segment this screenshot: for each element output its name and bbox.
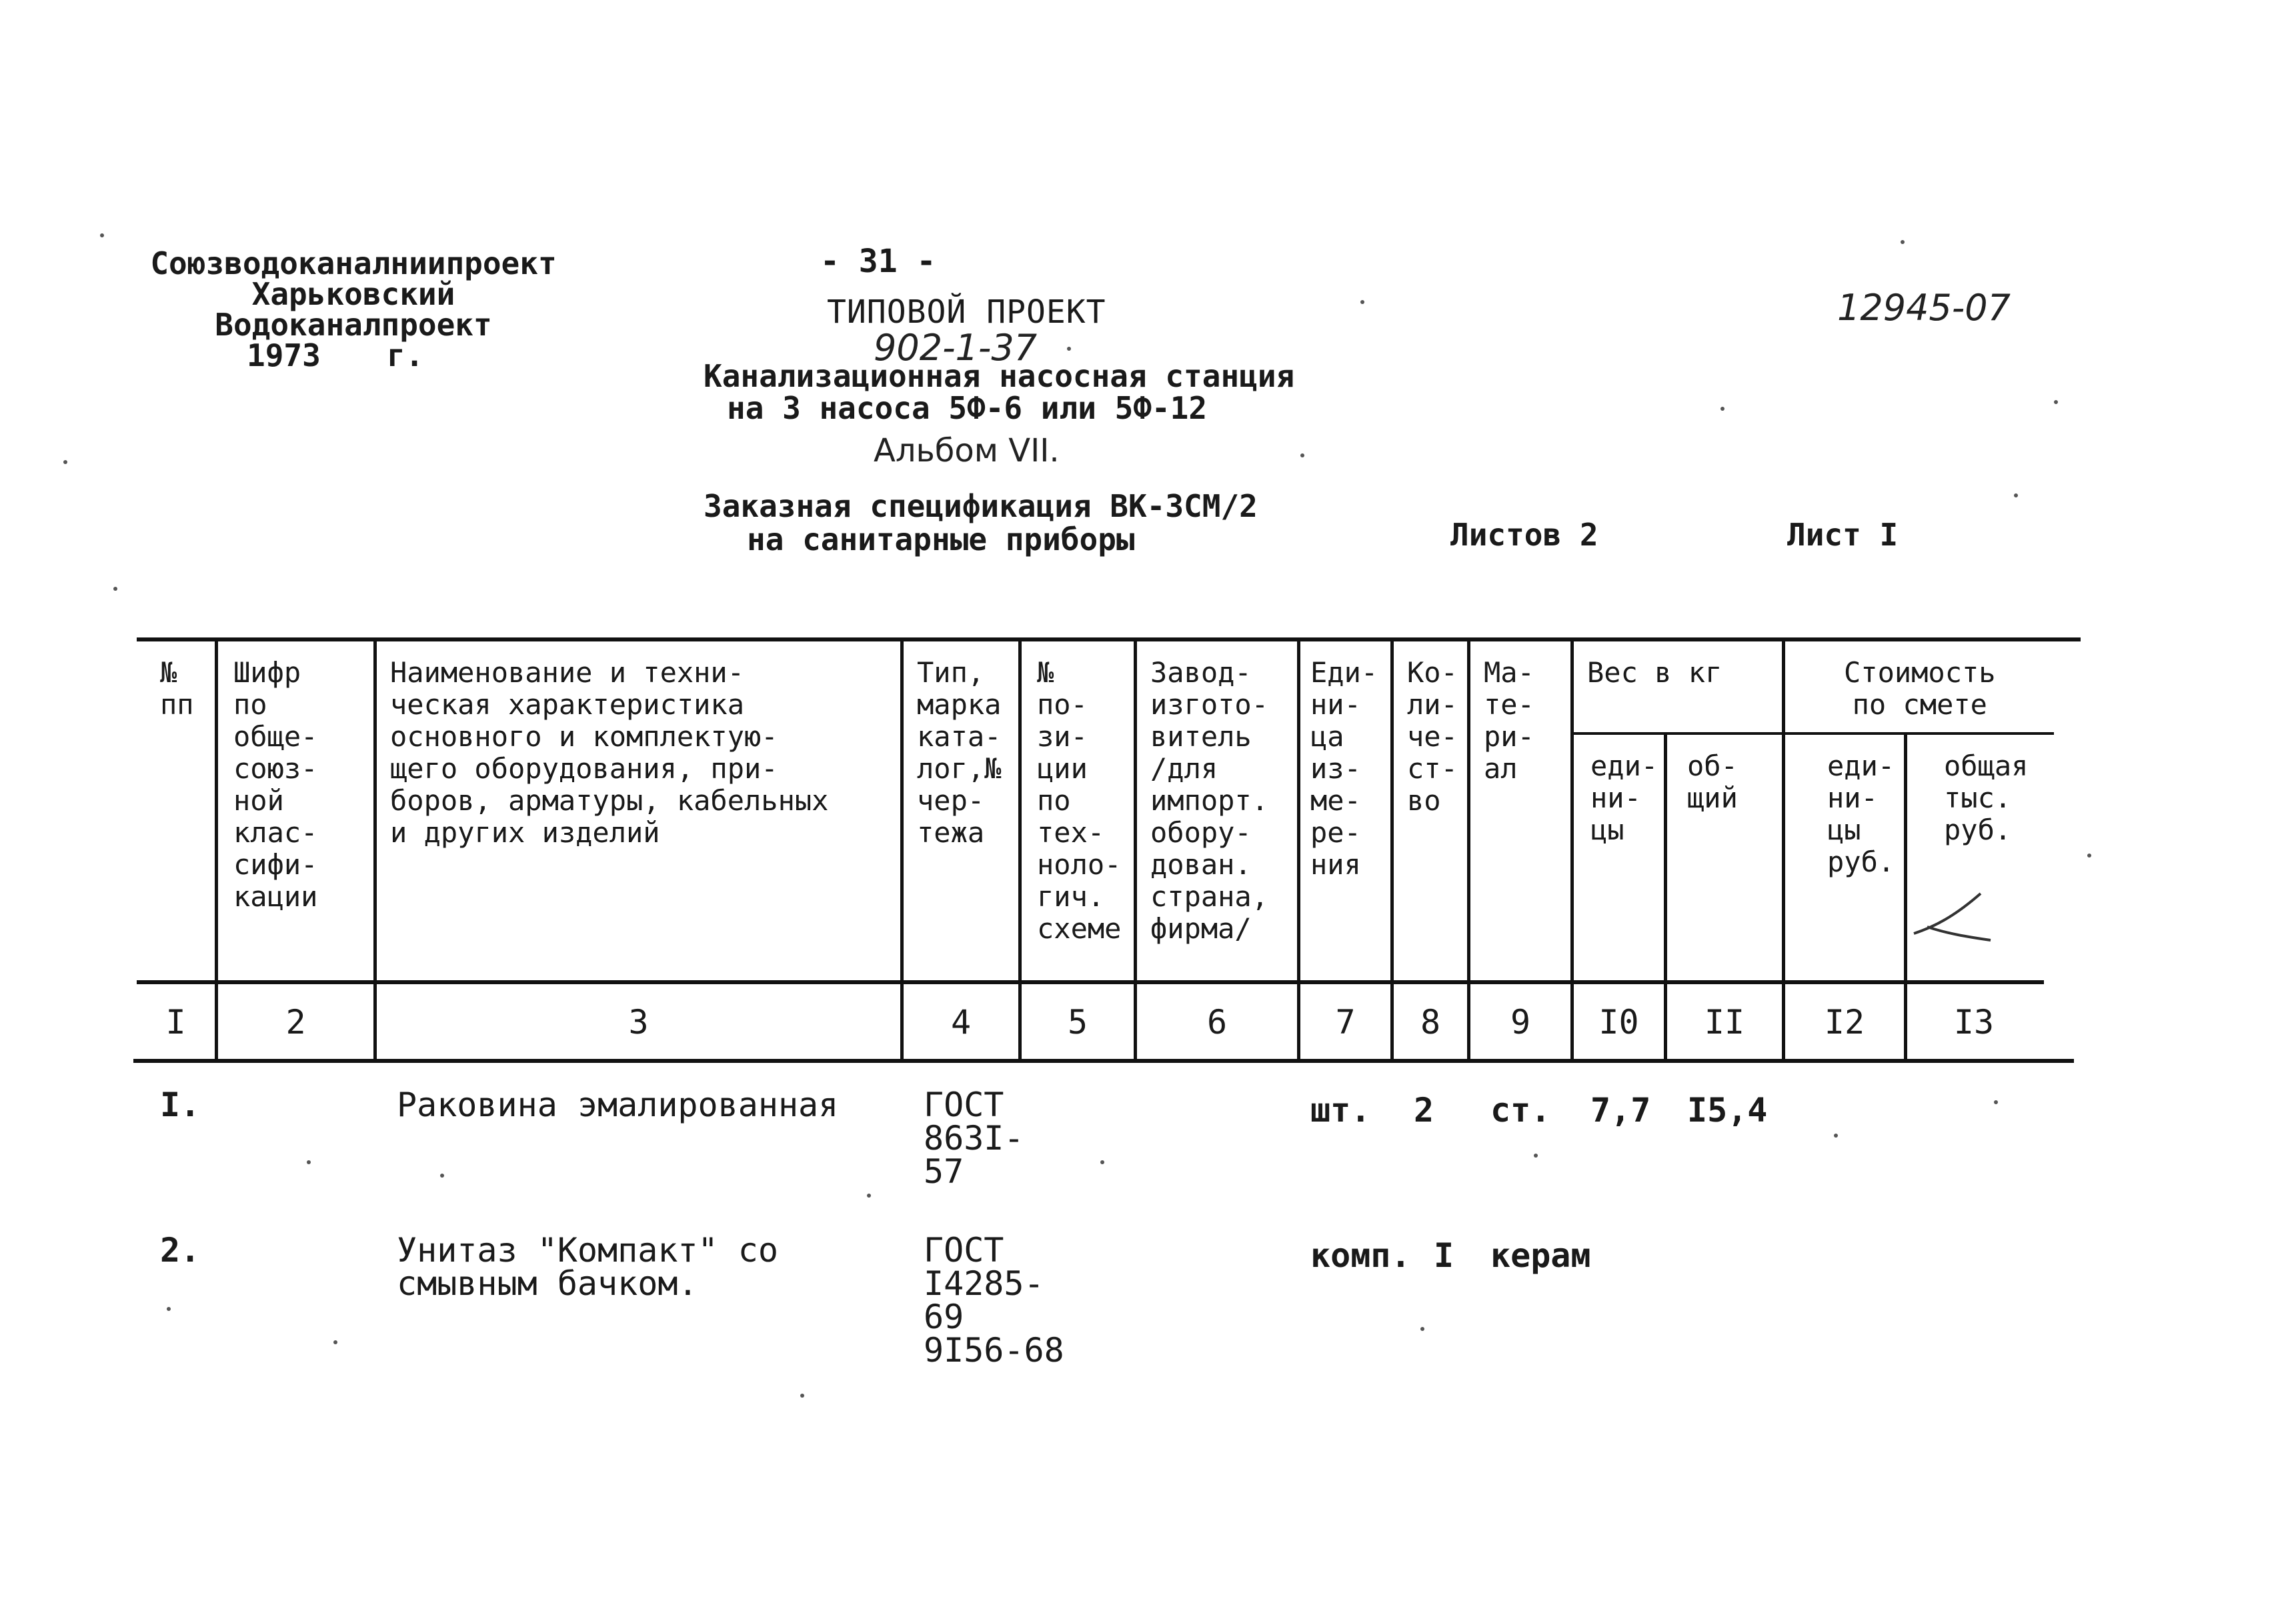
item-quantity: I (1434, 1236, 1454, 1275)
header-row-number: № пп (160, 656, 194, 721)
item-material: керам (1490, 1236, 1591, 1275)
sheet-number: Лист I (1787, 517, 1899, 553)
column-number: I (165, 1003, 186, 1042)
col-divider-3 (900, 640, 904, 1060)
row-number: 2. (160, 1231, 201, 1270)
header-classification-code: Шифр по обще- союз- ной клас- сифи- кации (233, 656, 318, 913)
column-number: I0 (1598, 1003, 1639, 1042)
item-name: Раковина эмалированная (397, 1086, 839, 1124)
column-number: 7 (1335, 1003, 1356, 1042)
item-name: Унитаз "Компакт" со (397, 1231, 778, 1270)
item-material: ст. (1490, 1091, 1551, 1130)
column-number: 2 (285, 1003, 306, 1042)
project-code: 902-1-37 (874, 327, 1038, 369)
column-number: II (1704, 1003, 1745, 1042)
organization-year-suffix: г. (387, 337, 424, 373)
header-manufacturer: Завод- изгото- витель /для импорт. обору- дован. страна, фирма/ (1150, 656, 1269, 945)
header-position: № по- зи- ции по тех- ноло- гич. схеме (1037, 656, 1122, 945)
item-weight-total: I5,4 (1687, 1091, 1768, 1130)
header-cost-total: общая тыс. руб. (1944, 749, 2029, 846)
column-number: 8 (1420, 1003, 1441, 1042)
item-unit: комп. (1310, 1236, 1411, 1275)
col-divider-8 (1467, 640, 1470, 1060)
item-weight-unit: 7,7 (1590, 1091, 1651, 1130)
column-number: I3 (1953, 1003, 1995, 1042)
handwritten-mark (1907, 887, 2001, 954)
row-number: I. (160, 1086, 201, 1124)
item-type-line-4: 9I56-68 (924, 1331, 1064, 1370)
archive-number: 12945-07 (1837, 287, 2011, 329)
column-number: 5 (1067, 1003, 1088, 1042)
group-header-rule (1574, 732, 2054, 735)
col-divider-6 (1297, 640, 1300, 1060)
item-name-line-2: смывным бачком. (397, 1264, 698, 1303)
item-quantity: 2 (1414, 1091, 1434, 1130)
col-divider-1 (215, 640, 218, 1060)
col-divider-4 (1018, 640, 1022, 1060)
col-divider-2 (373, 640, 377, 1060)
header-cost-group: Стоимость по смете (1844, 656, 1996, 721)
specification-title-line-2: на санитарные приборы (747, 521, 1135, 557)
column-number: 4 (950, 1003, 972, 1042)
page-number: - 31 - (820, 243, 936, 280)
item-type-line-1: ГОСТ (924, 1231, 1004, 1270)
header-type-catalog: Тип, марка ката- лог,№ чер- тежа (917, 656, 1002, 849)
header-weight-unit: еди- ни- цы (1590, 749, 1658, 846)
organization-line-3: Водоканалпроект (215, 307, 492, 343)
col-divider-11 (1782, 640, 1785, 1060)
header-quantity: Ко- ли- че- ст- во (1407, 656, 1458, 817)
header-weight-group: Вес в кг (1587, 656, 1723, 689)
col-divider-7 (1390, 640, 1394, 1060)
column-number: 3 (628, 1003, 649, 1042)
item-type-line-1: ГОСТ (924, 1086, 1004, 1124)
organization-line-1: Союзводоканалниипроект (150, 245, 557, 281)
column-number: I2 (1824, 1003, 1865, 1042)
item-type-line-3: 57 (924, 1152, 964, 1191)
sheets-total: Листов 2 (1450, 517, 1598, 553)
organization-line-2: Харьковский (251, 276, 455, 312)
header-weight-total: об- щий (1687, 749, 1738, 814)
header-bottom-rule (137, 980, 2044, 984)
specification-title-line-1: Заказная спецификация ВК-ЗСМ/2 (704, 488, 1258, 524)
project-title-line-1: Канализационная насосная станция (704, 358, 1295, 394)
project-type: ТИПОВОЙ ПРОЕКТ (827, 293, 1106, 331)
header-unit-of-measure: Еди- ни- ца из- ме- ре- ния (1310, 656, 1378, 881)
item-type-line-2: I4285- (924, 1264, 1044, 1303)
header-name-description: Наименование и техни- ческая характеристика основного и комплектую- щего оборудования, при- боров, арматуры, кабельных и других изделий (390, 656, 829, 849)
organization-year: 1973 (247, 337, 321, 373)
column-number: 9 (1510, 1003, 1531, 1042)
project-title-line-2: на 3 насоса 5Ф-6 или 5Ф-12 (727, 390, 1208, 426)
item-unit: шт. (1310, 1091, 1371, 1130)
header-material: Ма- те- ри- ал (1484, 656, 1534, 785)
column-number: 6 (1206, 1003, 1228, 1042)
header-cost-unit: еди- ни- цы руб. (1827, 749, 1895, 878)
item-type-line-3: 69 (924, 1298, 964, 1336)
col-divider-9 (1570, 640, 1574, 1060)
item-type-line-2: 863I- (924, 1119, 1024, 1158)
col-divider-5 (1134, 640, 1137, 1060)
table-top-rule (137, 637, 2081, 641)
album-label: Альбом VII. (874, 432, 1060, 469)
